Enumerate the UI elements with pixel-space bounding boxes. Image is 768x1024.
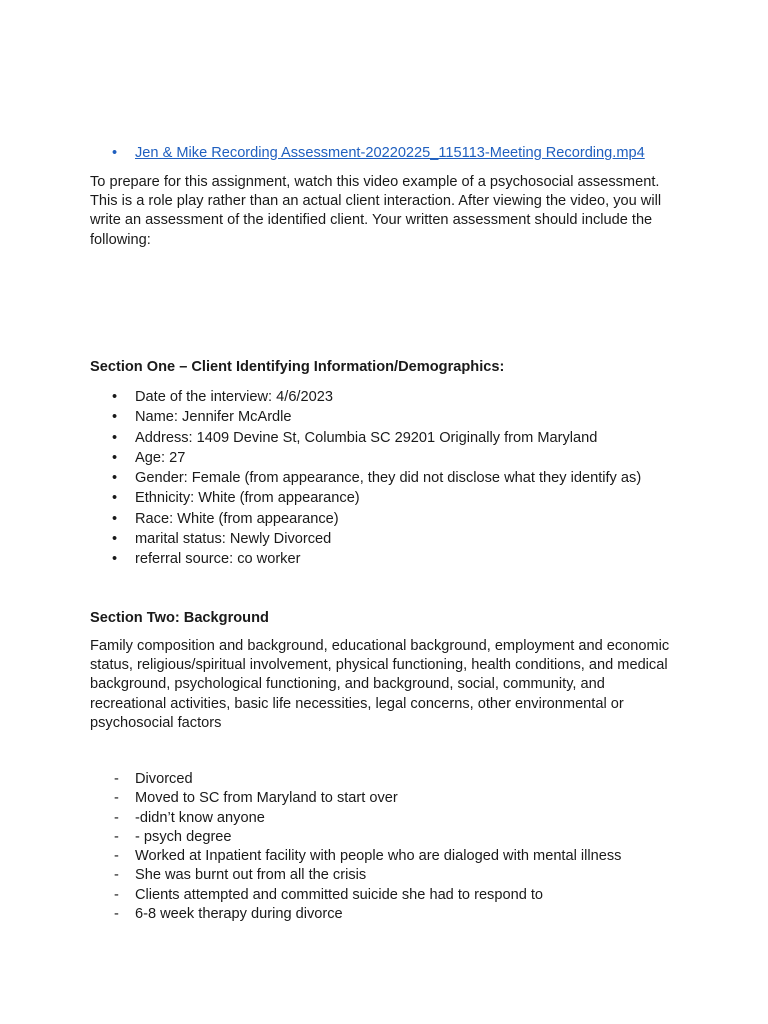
background-notes-list	[90, 770, 621, 924]
section-two-title: Section Two: Background	[90, 610, 269, 626]
bullet-icon: •	[112, 470, 118, 487]
bullet-icon: •	[112, 429, 118, 446]
bullet-icon: •	[112, 145, 118, 161]
dash-icon: -	[114, 906, 119, 923]
list-item: - Worked at Inpatient facility with people who are dialoged with mental illness	[90, 847, 621, 866]
bullet-icon: •	[112, 490, 118, 507]
intro-paragraph: To prepare for this assignment, watch this video example of a psychosocial assessment. This is a role play rather than an actual client interaction. After viewing the video, you will write an assessment of the identified client. Your written assessment should include the following:	[90, 174, 662, 248]
bullet-icon: •	[112, 389, 118, 405]
demographics-list	[90, 387, 641, 570]
list-item: - 6-8 week therapy during divorce	[90, 905, 621, 924]
background-description: Family composition and background, educational background, employment and economic status, religious/spiritual involvement, physical functioning, health conditions, and medical background, psychological functioning, and background, social, community, and recreational activities, basic life necessities, legal concerns, other environmental or psychosocial factors	[90, 638, 670, 731]
dash-icon: -	[114, 828, 119, 845]
bullet-icon: •	[112, 510, 118, 527]
list-item: - She was burnt out from all the crisis	[90, 866, 621, 885]
list-item: • marital status: Newly Divorced	[90, 529, 641, 549]
bullet-icon: •	[112, 531, 118, 548]
list-item: • Age: 27	[90, 448, 641, 468]
list-item: - Clients attempted and committed suicide she had to respond to	[90, 886, 621, 905]
bullet-icon: •	[112, 409, 118, 426]
dash-icon: -	[114, 848, 119, 865]
resource-link-list	[90, 143, 645, 163]
list-item: • Ethnicity: White (from appearance)	[90, 488, 641, 508]
video-recording-link[interactable]: Jen & Mike Recording Assessment-20220225_115113-Meeting Recording.mp4	[135, 145, 645, 161]
dash-icon: -	[114, 790, 119, 807]
dash-icon: -	[114, 809, 119, 826]
dash-icon: -	[114, 886, 119, 903]
bullet-icon: •	[112, 449, 118, 466]
section-one-title: Section One – Client Identifying Information/Demographics:	[90, 359, 505, 375]
list-item: • referral source: co worker	[90, 549, 641, 569]
dash-icon: -	[114, 771, 119, 787]
list-item: • Race: White (from appearance)	[90, 509, 641, 529]
list-item: - Moved to SC from Maryland to start over	[90, 789, 621, 808]
bullet-icon: •	[112, 551, 118, 568]
list-item: - - psych degree	[90, 828, 621, 847]
list-item: - Divorced	[90, 770, 621, 789]
list-item: • Name: Jennifer McArdle	[90, 407, 641, 427]
list-item: • Date of the interview: 4/6/2023	[90, 387, 641, 407]
list-item: • Address: 1409 Devine St, Columbia SC 29201 Originally from Maryland	[90, 428, 641, 448]
resource-link-item	[90, 143, 645, 163]
dash-icon: -	[114, 867, 119, 884]
list-item: - -didn’t know anyone	[90, 809, 621, 828]
list-item: • Gender: Female (from appearance, they did not disclose what they identify as)	[90, 468, 641, 488]
